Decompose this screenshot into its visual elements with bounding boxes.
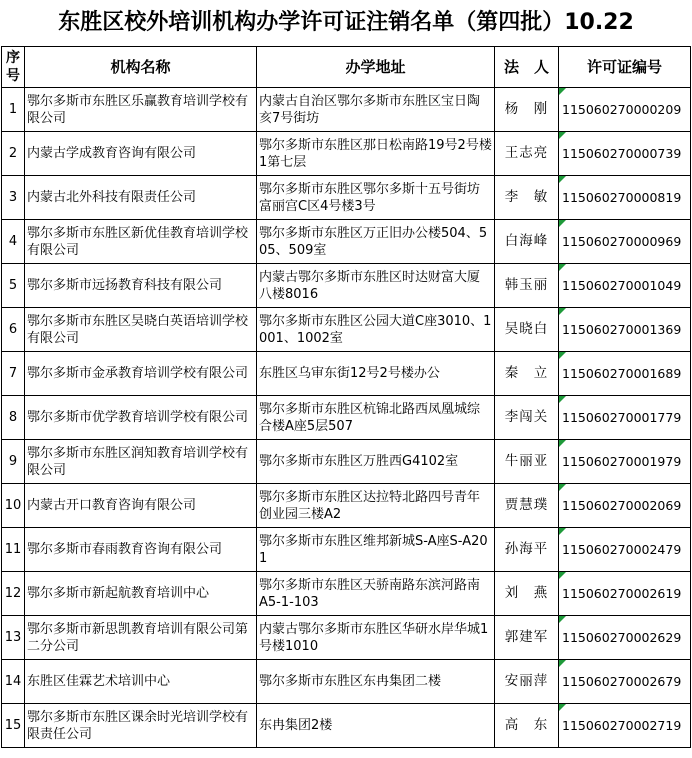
license-number-text: 115060270000969 bbox=[562, 234, 682, 249]
row-address-cell: 鄂尔多斯市东胜区达拉特北路四号青年创业园三楼A2 bbox=[257, 484, 495, 528]
row-org-name-cell: 内蒙古北外科技有限责任公司 bbox=[25, 176, 257, 220]
row-legal-person-cell: 李 敏 bbox=[495, 176, 559, 220]
row-org-name-cell: 鄂尔多斯市金承教育培训学校有限公司 bbox=[25, 352, 257, 396]
row-license-number-cell bbox=[559, 440, 691, 484]
row-address-cell: 鄂尔多斯市东胜区公园大道C座3010、1001、1002室 bbox=[257, 308, 495, 352]
license-number-text: 115060270000819 bbox=[562, 190, 682, 205]
row-seq-cell: 4 bbox=[2, 220, 25, 264]
cell-marker-icon bbox=[559, 132, 566, 139]
row-legal-person-cell: 孙海平 bbox=[495, 528, 559, 572]
row-seq-cell: 7 bbox=[2, 352, 25, 396]
table-row bbox=[2, 704, 691, 748]
row-legal-person-cell: 秦 立 bbox=[495, 352, 559, 396]
document-title: 东胜区校外培训机构办学许可证注销名单（第四批）10.22 bbox=[58, 10, 634, 35]
row-seq-cell: 14 bbox=[2, 660, 25, 704]
header-legal-person: 法 人 bbox=[495, 47, 559, 88]
header-org-name: 机构名称 bbox=[25, 47, 257, 88]
row-address-cell: 内蒙古自治区鄂尔多斯市东胜区宝日陶亥7号街坊 bbox=[257, 88, 495, 132]
row-license-number-cell bbox=[559, 264, 691, 308]
row-seq-cell: 5 bbox=[2, 264, 25, 308]
row-legal-person-cell: 王志亮 bbox=[495, 132, 559, 176]
table-row bbox=[2, 132, 691, 176]
cell-marker-icon bbox=[559, 660, 566, 667]
row-license-number-cell bbox=[559, 220, 691, 264]
row-license-number-cell bbox=[559, 132, 691, 176]
cell-marker-icon bbox=[559, 352, 566, 359]
row-license-number-cell bbox=[559, 616, 691, 660]
cell-marker-icon bbox=[559, 440, 566, 447]
table-row bbox=[2, 88, 691, 132]
row-license-number-cell bbox=[559, 704, 691, 748]
row-org-name-cell: 东胜区佳霖艺术培训中心 bbox=[25, 660, 257, 704]
row-org-name-cell: 鄂尔多斯市远扬教育科技有限公司 bbox=[25, 264, 257, 308]
header-address: 办学地址 bbox=[257, 47, 495, 88]
table-row bbox=[2, 220, 691, 264]
row-seq-cell: 8 bbox=[2, 396, 25, 440]
row-legal-person-cell: 杨 刚 bbox=[495, 88, 559, 132]
license-number-text: 115060270002719 bbox=[562, 718, 682, 733]
row-seq-cell: 11 bbox=[2, 528, 25, 572]
row-address-cell: 鄂尔多斯市东胜区万胜西G4102室 bbox=[257, 440, 495, 484]
row-org-name-cell: 鄂尔多斯市新思凯教育培训有限公司第二分公司 bbox=[25, 616, 257, 660]
table-row bbox=[2, 572, 691, 616]
cell-marker-icon bbox=[559, 220, 566, 227]
row-license-number-cell bbox=[559, 660, 691, 704]
table-row bbox=[2, 176, 691, 220]
row-org-name-cell: 鄂尔多斯市东胜区乐赢教育培训学校有限公司 bbox=[25, 88, 257, 132]
row-seq-cell: 13 bbox=[2, 616, 25, 660]
row-org-name-cell: 鄂尔多斯市优学教育培训学校有限公司 bbox=[25, 396, 257, 440]
row-license-number-cell bbox=[559, 308, 691, 352]
row-legal-person-cell: 高 东 bbox=[495, 704, 559, 748]
license-number-text: 115060270001049 bbox=[562, 278, 682, 293]
header-seq: 序号 bbox=[2, 47, 25, 88]
row-address-cell: 内蒙古鄂尔多斯市东胜区时达财富大厦八楼8016 bbox=[257, 264, 495, 308]
header-license-number: 许可证编号 bbox=[559, 47, 691, 88]
row-address-cell: 鄂尔多斯市东胜区维邦新城S-A座S-A201 bbox=[257, 528, 495, 572]
row-org-name-cell: 鄂尔多斯市春雨教育咨询有限公司 bbox=[25, 528, 257, 572]
license-cancellation-table bbox=[1, 46, 691, 748]
license-number-text: 115060270001779 bbox=[562, 410, 682, 425]
row-org-name-cell: 鄂尔多斯市东胜区新优佳教育培训学校有限公司 bbox=[25, 220, 257, 264]
cell-marker-icon bbox=[559, 704, 566, 711]
cell-marker-icon bbox=[559, 396, 566, 403]
row-license-number-cell bbox=[559, 88, 691, 132]
cell-marker-icon bbox=[559, 264, 566, 271]
row-org-name-cell: 鄂尔多斯市新起航教育培训中心 bbox=[25, 572, 257, 616]
row-legal-person-cell: 韩玉丽 bbox=[495, 264, 559, 308]
table-row bbox=[2, 616, 691, 660]
header-row bbox=[2, 47, 691, 88]
license-number-text: 115060270002069 bbox=[562, 498, 682, 513]
license-number-text: 115060270000209 bbox=[562, 102, 682, 117]
license-number-text: 115060270001369 bbox=[562, 322, 682, 337]
cell-marker-icon bbox=[559, 528, 566, 535]
row-legal-person-cell: 牛丽亚 bbox=[495, 440, 559, 484]
license-number-text: 115060270002619 bbox=[562, 586, 682, 601]
row-address-cell: 鄂尔多斯市东胜区东冉集团二楼 bbox=[257, 660, 495, 704]
row-license-number-cell bbox=[559, 572, 691, 616]
row-address-cell: 鄂尔多斯市东胜区那日松南路19号2号楼1第七层 bbox=[257, 132, 495, 176]
row-address-cell: 鄂尔多斯市东胜区万正旧办公楼504、505、509室 bbox=[257, 220, 495, 264]
row-address-cell: 东胜区乌审东街12号2号楼办公 bbox=[257, 352, 495, 396]
row-seq-cell: 3 bbox=[2, 176, 25, 220]
row-seq-cell: 6 bbox=[2, 308, 25, 352]
table-row bbox=[2, 396, 691, 440]
row-seq-cell: 15 bbox=[2, 704, 25, 748]
row-org-name-cell: 内蒙古学成教育咨询有限公司 bbox=[25, 132, 257, 176]
row-license-number-cell bbox=[559, 176, 691, 220]
row-seq-cell: 10 bbox=[2, 484, 25, 528]
row-seq-cell: 12 bbox=[2, 572, 25, 616]
row-org-name-cell: 鄂尔多斯市东胜区课余时光培训学校有限责任公司 bbox=[25, 704, 257, 748]
cell-marker-icon bbox=[559, 484, 566, 491]
row-legal-person-cell: 郭建军 bbox=[495, 616, 559, 660]
cell-marker-icon bbox=[559, 88, 566, 95]
row-org-name-cell: 鄂尔多斯市东胜区吴晓白英语培训学校有限公司 bbox=[25, 308, 257, 352]
row-address-cell: 内蒙古鄂尔多斯市东胜区华研水岸华城1号楼1010 bbox=[257, 616, 495, 660]
table-row bbox=[2, 352, 691, 396]
row-address-cell: 鄂尔多斯市东胜区杭锦北路西凤凰城综合楼A座5层507 bbox=[257, 396, 495, 440]
row-legal-person-cell: 刘 燕 bbox=[495, 572, 559, 616]
row-address-cell: 东冉集团2楼 bbox=[257, 704, 495, 748]
row-legal-person-cell: 白海峰 bbox=[495, 220, 559, 264]
row-address-cell: 鄂尔多斯市东胜区天骄南路东滨河路南 A5-1-103 bbox=[257, 572, 495, 616]
row-license-number-cell bbox=[559, 484, 691, 528]
row-seq-cell: 1 bbox=[2, 88, 25, 132]
table-row bbox=[2, 528, 691, 572]
table-row bbox=[2, 308, 691, 352]
row-legal-person-cell: 李闯关 bbox=[495, 396, 559, 440]
license-number-text: 115060270001689 bbox=[562, 366, 682, 381]
cell-marker-icon bbox=[559, 616, 566, 623]
license-number-text: 115060270002679 bbox=[562, 674, 682, 689]
row-seq-cell: 2 bbox=[2, 132, 25, 176]
row-org-name-cell: 内蒙古开口教育咨询有限公司 bbox=[25, 484, 257, 528]
row-seq-cell: 9 bbox=[2, 440, 25, 484]
row-license-number-cell bbox=[559, 528, 691, 572]
cell-marker-icon bbox=[559, 572, 566, 579]
table-row bbox=[2, 440, 691, 484]
license-number-text: 115060270002479 bbox=[562, 542, 682, 557]
row-org-name-cell: 鄂尔多斯市东胜区润知教育培训学校有限公司 bbox=[25, 440, 257, 484]
cell-marker-icon bbox=[559, 176, 566, 183]
license-number-text: 115060270002629 bbox=[562, 630, 682, 645]
row-legal-person-cell: 吴晓白 bbox=[495, 308, 559, 352]
row-legal-person-cell: 贾慧璞 bbox=[495, 484, 559, 528]
license-number-text: 115060270001979 bbox=[562, 454, 682, 469]
row-license-number-cell bbox=[559, 396, 691, 440]
row-license-number-cell bbox=[559, 352, 691, 396]
table-row bbox=[2, 264, 691, 308]
cell-marker-icon bbox=[559, 308, 566, 315]
row-legal-person-cell: 安丽萍 bbox=[495, 660, 559, 704]
license-number-text: 115060270000739 bbox=[562, 146, 682, 161]
table-row bbox=[2, 484, 691, 528]
table-row bbox=[2, 660, 691, 704]
row-address-cell: 鄂尔多斯市东胜区鄂尔多斯十五号街坊富丽宫C区4号楼3号 bbox=[257, 176, 495, 220]
